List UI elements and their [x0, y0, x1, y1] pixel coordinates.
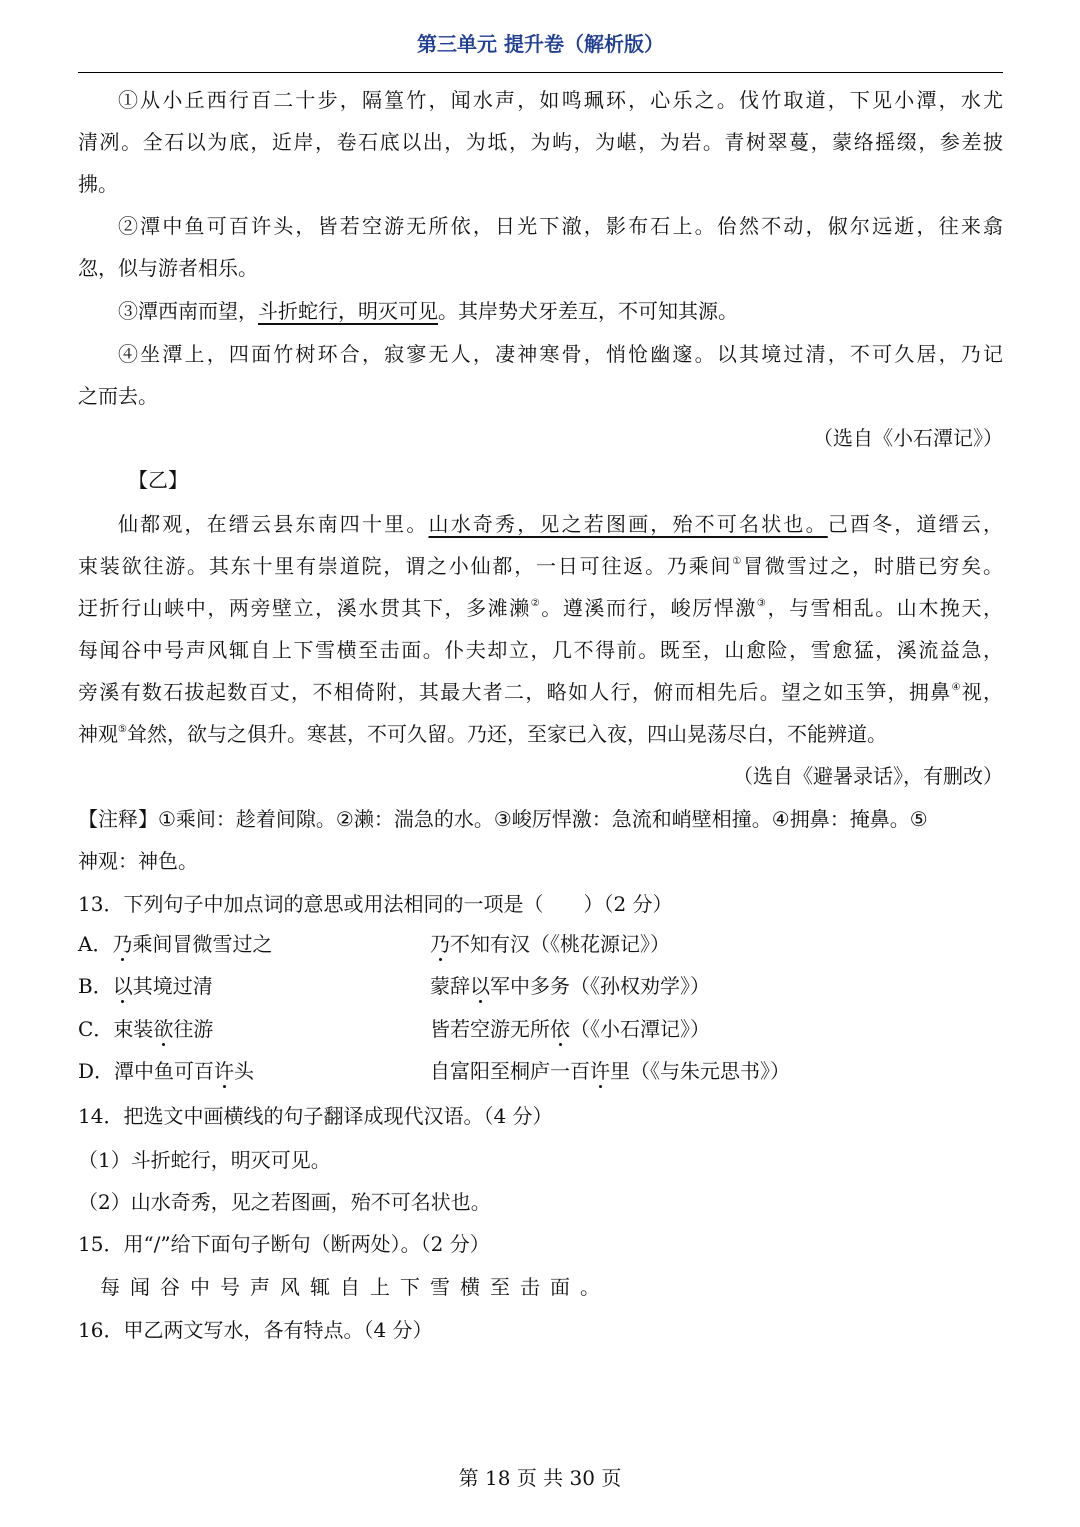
underlined-sentence-1: 斗折蛇行，明灭可见 [258, 299, 438, 323]
footnote-ref-4: ④ [951, 682, 962, 693]
yi-line4: 每闻谷中号声风辄自上下雪横至击面。仆夫却立，几不得前。既至，山愈险，雪愈猛，溪流益急， [78, 638, 1003, 662]
footnote-ref-2: ② [530, 598, 542, 609]
dotted-word: 乃 [112, 932, 133, 956]
header-divider [78, 72, 1003, 73]
option-label: A． [78, 932, 113, 956]
q13-option-a: A．乃乘间冒微雪过之 乃不知有汉（《桃花源记》） [78, 932, 670, 956]
q16-stem: 16．甲乙两文写水，各有特点。（4 分） [78, 1318, 433, 1342]
dotted-word: 以 [112, 974, 133, 998]
q14-sentence-1: （1）斗折蛇行，明灭可见。 [78, 1148, 331, 1172]
dotted-word: 乃 [430, 932, 450, 956]
q13-option-d: D．潭中鱼可百许头 自富阳至桐庐一百许里（《与朱元思书》） [78, 1059, 790, 1083]
dotted-word: 以 [470, 974, 490, 998]
notes-line2: 神观：神色。 [78, 849, 198, 873]
jia-p1-line3: 拂。 [78, 172, 118, 196]
notes-line1: 【注释】①乘间：趁着间隙。②濑：湍急的水。③峻厉悍激：急流和峭壁相撞。④拥鼻：掩鼻。⑤ [78, 807, 928, 831]
jia-p1-line1: ①从小丘西行百二十步，隔篁竹，闻水声，如鸣珮环，心乐之。伐竹取道，下见小潭，水尤 [118, 88, 1003, 112]
footnote-ref-1: ① [732, 556, 744, 567]
q13-stem: 13．下列句子中加点词的意思或用法相同的一项是（ ）（2 分） [78, 892, 673, 916]
jia-p2-line2: 忽，似与游者相乐。 [78, 256, 258, 280]
yi-line1: 仙都观，在缙云县东南四十里。山水奇秀，见之若图画，殆不可名状也。己酉冬，道缙云， [118, 512, 1004, 536]
yi-line5: 旁溪有数石拔起数百丈，不相倚附，其最大者二，略如人行，俯而相先后。望之如玉笋，拥鼻④视， [78, 680, 1004, 704]
dotted-word: 欲 [153, 1017, 174, 1041]
page-header-title: 第三单元 提升卷（解析版） [417, 32, 664, 56]
jia-p4-line1: ④坐潭上，四面竹树环合，寂寥无人，凄神寒骨，悄怆幽邃。以其境过清，不可久居，乃记 [118, 342, 1003, 366]
dotted-word: 依 [550, 1017, 570, 1041]
jia-p3: ③潭西南而望，斗折蛇行，明灭可见。其岸势犬牙差互，不可知其源。 [118, 299, 738, 323]
jia-p2-line1: ②潭中鱼可百许头，皆若空游无所依，日光下澈，影布石上。佁然不动，俶尔远逝，往来翕 [118, 214, 1003, 238]
q14-stem: 14．把选文中画横线的句子翻译成现代汉语。（4 分） [78, 1104, 553, 1128]
yi-line6: 神观⑤耸然，欲与之俱升。寒甚，不可久留。乃还，至家已入夜，四山晃荡尽白，不能辨道。 [78, 722, 887, 746]
yi-line3: 迂折行山峡中，两旁壁立，溪水贯其下，多滩濑②。遵溪而行，峻厉悍激③，与雪相乱。山木挽天， [78, 596, 1004, 620]
jia-p4-line2: 之而去。 [78, 384, 158, 408]
yi-source: （选自《避暑录话》，有删改） [733, 764, 1003, 788]
dotted-word: 许 [214, 1059, 235, 1083]
q13-option-b: B．以其境过清 蒙辞以军中多务（《孙权劝学》） [78, 974, 710, 998]
jia-source: （选自《小石潭记》） [813, 426, 1003, 450]
option-label: D． [78, 1059, 115, 1083]
q14-sentence-2: （2）山水奇秀，见之若图画，殆不可名状也。 [78, 1190, 491, 1214]
yi-line2: 束装欲往游。其东十里有崇道院，谓之小仙都，一日可往返。乃乘间①冒微雪过之，时腊已穷矣。 [78, 554, 1004, 578]
underlined-sentence-2: 山水奇秀，见之若图画，殆不可名状也。 [428, 512, 828, 536]
footnote-ref-5: ⑤ [118, 724, 127, 735]
yi-label: 【乙】 [128, 468, 188, 492]
option-label: B． [78, 974, 113, 998]
q13-option-c: C．束装欲往游 皆若空游无所依（《小石潭记》） [78, 1017, 710, 1041]
page-number: 第 18 页 共 30 页 [458, 1466, 622, 1490]
option-label: C． [78, 1017, 114, 1041]
q15-stem: 15．用“/”给下面句子断句（断两处）。（2 分） [78, 1232, 490, 1256]
dotted-word: 许 [590, 1059, 610, 1083]
q15-sentence: 每闻谷中号声风辄自上下雪横至击面。 [100, 1275, 610, 1299]
footnote-ref-3: ③ [756, 598, 768, 609]
jia-p1-line2: 清冽。全石以为底，近岸，卷石底以出，为坻，为屿，为嵁，为岩。青树翠蔓，蒙络摇缀，参差披 [78, 130, 1003, 154]
